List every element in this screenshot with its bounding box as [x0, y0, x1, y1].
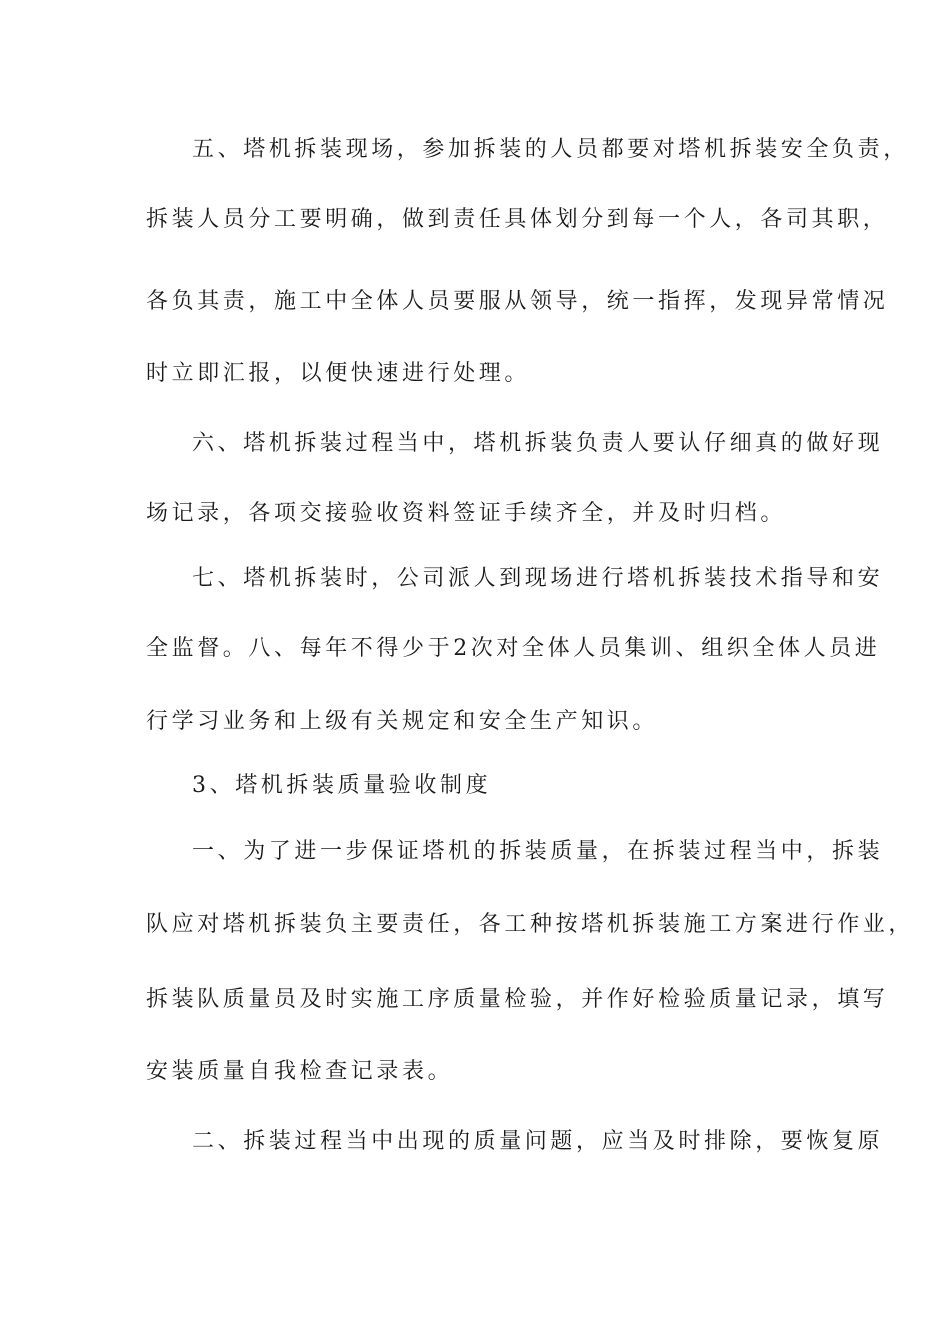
paragraph-6-line-2: 场记录，各项交接验收资料签证手续齐全，并及时归档。	[146, 501, 787, 526]
paragraph-5-line-4: 时立即汇报，以便快速进行处理。	[146, 361, 531, 386]
paragraph-1-line-3: 拆装队质量员及时实施工序质量检验，并作好检验质量记录，填写	[146, 987, 889, 1012]
section-heading: 3、塔机拆装质量验收制度	[192, 773, 492, 798]
paragraph-7-line-2: 全监督。八、每年不得少于2次对全体人员集训、组织全体人员进	[146, 636, 881, 661]
paragraph-1-line-4: 安装质量自我检查记录表。	[146, 1059, 454, 1084]
paragraph-7-line-3: 行学习业务和上级有关规定和安全生产知识。	[146, 709, 659, 734]
paragraph-1-line-2: 队应对塔机拆装负主要责任，各工种按塔机拆装施工方案进行作业，	[146, 912, 915, 937]
paragraph-2-line-1: 二、拆装过程当中出现的质量问题，应当及时排除，要恢复原	[192, 1129, 884, 1154]
paragraph-5-line-1: 五、塔机拆装现场，参加拆装的人员都要对塔机拆装安全负责，	[192, 137, 909, 162]
paragraph-7-line-1: 七、塔机拆装时，公司派人到现场进行塔机拆装技术指导和安	[192, 566, 884, 591]
paragraph-1-line-1: 一、为了进一步保证塔机的拆装质量，在拆装过程当中，拆装	[192, 839, 884, 864]
paragraph-5-line-3: 各负其责，施工中全体人员要服从领导，统一指挥，发现异常情况	[146, 289, 889, 314]
paragraph-5-line-2: 拆装人员分工要明确，做到责任具体划分到每一个人，各司其职，	[146, 207, 889, 232]
paragraph-6-line-1: 六、塔机拆装过程当中，塔机拆装负责人要认仔细真的做好现	[192, 431, 884, 456]
